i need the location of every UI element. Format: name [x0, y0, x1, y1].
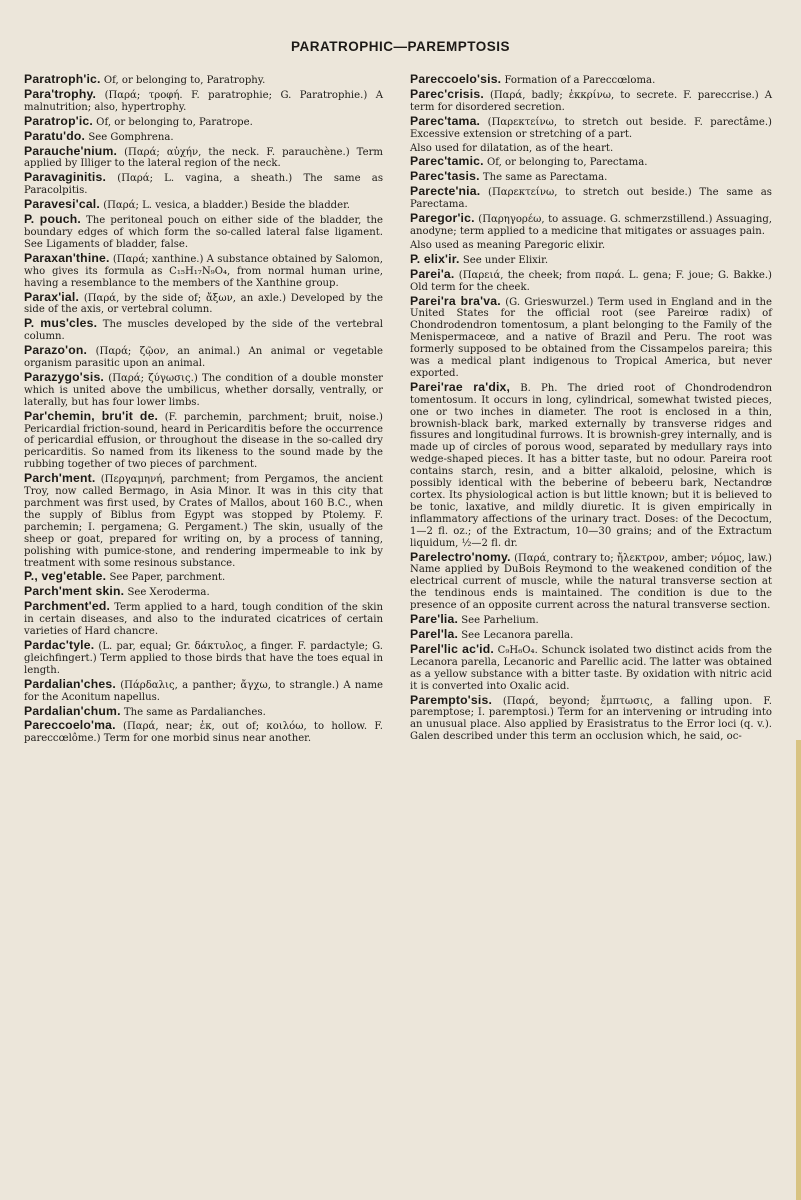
entry-headword: P. pouch.	[24, 212, 81, 227]
entry-definition: Of, or belonging to, Parectama.	[483, 157, 648, 169]
entry-headword: P., veg'etable.	[24, 569, 107, 584]
entry-headword: Parecte'nia.	[410, 184, 481, 199]
entry-definition: (Παρηγορέω, to assuage. G. schmerzstillend.) Assuaging, anodyne; term applied to a medicine that mitigates or assuages pain.	[410, 214, 772, 237]
dictionary-entry	[24, 289, 383, 317]
entry-definition: Formation of a Pareccœloma.	[501, 75, 656, 86]
entry-definition: (Παρειά, the cheek; from παρά. L. gena; F. joue; G. Bakke.) Old term for the cheek.	[410, 269, 772, 293]
entry-headword: Parazygo'sis.	[24, 369, 105, 384]
entry-definition: (Παρεκτείνω, to stretch out beside.) The same as Parectama.	[410, 187, 772, 211]
entry-definition: (Παρά; xanthine.) A substance obtained by Salomon, who gives its formula as C₁₅H₁₇N₉O₄, from normal human urine, having a resemblance to the members of the Xanthine group.	[24, 253, 383, 289]
entry-headword: Parempto'sis.	[410, 692, 493, 707]
dictionary-entry	[410, 113, 772, 141]
page-edge-stain	[796, 740, 801, 1200]
entry-definition: (F. parchemin, parchment; bruit, noise.) Pericardial friction-sound, heard in Pericarditis before the occurrence of pericardial effusion, or throughout the disease in the so-called dry pericarditis. So named from its likeness to the sound made by the rubbing together of two pieces of parchment.	[24, 411, 383, 471]
dictionary-entry	[24, 172, 383, 197]
dictionary-entry	[410, 614, 772, 627]
entry-definition: (G. Grieswurzel.) Term used in England and in the United States for the official root (see Pareirœ radix) of Chondrodendron tomentosum, a plant belonging to the Family of the Menispermaceœ, and a native of Brazil and Peru. The root was formerly supposed to be obtained from the Cissampelos pareira; this was a medical plant indigenous to Tropical America, but never exported.	[410, 296, 772, 379]
dictionary-entry	[24, 74, 383, 87]
entry-headword: Paregor'ic.	[410, 211, 475, 226]
entry-definition: B. Ph. The dried root of Chondrodendron tomentosum. It occurs in long, cylindrical, somewhat twisted pieces, one or two inches in diameter. The root is enclosed in a thin, brownish-black bark, marked externally by transverse ridges and fissures and longitudinal furrows. It is brownish-grey internally, and is made up of circles of porous wood, separated by medullary rays into wedge-shaped pieces. It has a bitter taste, but no odour. Pareira root contains starch, resin, and a bitter alkaloid, pelosine, which is possibly identical with the beberine of bebeeru bark, Nectandrœ cortex. Its physiological action is but little known; but it is believed to be tonic, laxative, and mildly diuretic. It is given empirically in inflammatory affections of the urinary tract. Doses: of the Decoctum, 1—2 fl. oz.; of the Extractum, 10—30 grains; and of the Extractum liquidum, ½—2 fl. dr.	[410, 382, 772, 549]
entry-headword: Parel'la.	[410, 626, 459, 641]
entry-headword: Parec'crisis.	[410, 86, 484, 101]
entry-headword: Paratu'do.	[24, 128, 86, 143]
dictionary-entry	[410, 156, 772, 169]
entry-headword: Parec'tamic.	[410, 154, 484, 169]
dictionary-entry	[24, 676, 383, 704]
dictionary-entry	[24, 318, 383, 343]
dictionary-entry	[24, 86, 383, 114]
dictionary-entry	[24, 250, 383, 290]
entry-headword: P. elix'ir.	[410, 251, 460, 266]
dictionary-entry	[410, 143, 772, 155]
dictionary-entry	[410, 171, 772, 184]
dictionary-entry	[410, 549, 772, 613]
entry-definition: See Xeroderma.	[124, 587, 210, 599]
entry-definition: (Παρά, contrary to; ἤλεκτρον, amber; νόμος, law.) Name applied by DuBois Reymond to the weakened condition of the electrical current of muscle, while the natural transverse section at the tendinous ends is maintained. The condition is due to the presence of an opposite current across the natural transverse section.	[410, 552, 772, 612]
entry-definition: (Περγαμηνή, parchment; from Pergamos, the ancient Troy, now called Bermago, in Asia Minor. It was in this city that parchment was first used, by Crates of Mallos, about 160 B.C., when the supply of Biblus from Egypt was stopped by Ptolemy. F. parchemin; I. pergamena; G. Pergament.) The skin, usually of the sheep or goat, prepared for writing on, by a process of tanning, polishing with pumice-stone, and rendering impermeable to ink by treatment with some resinous substance.	[24, 474, 383, 569]
dictionary-entry	[410, 240, 772, 252]
entry-headword: Paravesi'cal.	[24, 197, 100, 212]
entry-headword: Para'trophy.	[24, 86, 97, 101]
entry-definition: (Παρεκτείνω, to stretch out beside. F. parectâme.) Excessive extension or stretching of a part.	[410, 116, 772, 140]
dictionary-entry	[410, 266, 772, 294]
entry-definition: See Paper, parchment.	[106, 572, 226, 584]
entry-headword: Parec'tama.	[410, 113, 481, 128]
dictionary-entry	[410, 251, 772, 267]
dictionary-entry	[24, 143, 383, 171]
entry-definition: (Παρά; αὐχήν, the neck. F. parauchène.) Term applied by Illiger to the lateral region of the neck.	[24, 146, 383, 170]
dictionary-entry	[24, 720, 383, 745]
dictionary-entry	[24, 214, 383, 251]
dictionary-entry	[24, 571, 383, 584]
entry-headword: Parchment'ed.	[24, 599, 111, 614]
entry-headword: Paratroph'ic.	[24, 72, 101, 86]
entry-definition: (Παρά; ζῷον, an animal.) An animal or vegetable organism parasitic upon an animal.	[24, 346, 383, 370]
dictionary-entry	[410, 641, 772, 693]
page-header: PARATROPHIC—PAREMPTOSIS	[290, 39, 511, 54]
entry-headword: Parei'rae ra'dix,	[410, 379, 511, 394]
entry-definition: The same as Parectama.	[479, 172, 608, 184]
dictionary-entry	[410, 186, 772, 211]
dictionary-entry	[24, 586, 383, 599]
entry-headword: Paraxan'thine.	[24, 250, 110, 265]
entry-definition: (Παρά; τροφή. F. paratrophie; G. Paratrophie.) A malnutrition; also, hypertrophy.	[24, 89, 383, 113]
dictionary-entry	[24, 113, 383, 129]
entry-definition: See under Elixir.	[459, 254, 549, 266]
entry-headword: Parch'ment skin.	[24, 584, 125, 599]
entry-headword: Parei'ra bra'va.	[410, 293, 501, 308]
entry-definition: See Lecanora parella.	[458, 629, 574, 641]
entry-headword: Pardalian'ches.	[24, 676, 116, 691]
entry-headword: Parauche'nium.	[24, 143, 118, 158]
entry-headword: Pareccoelo'sis.	[410, 72, 502, 86]
dictionary-entry	[410, 626, 772, 642]
entry-headword: Par'chemin, bru'it de.	[24, 408, 159, 423]
entry-headword: Parec'tasis.	[410, 169, 480, 184]
dictionary-entry	[24, 703, 383, 719]
dictionary-entry	[24, 369, 383, 409]
entry-definition: (Παρά, beyond; ἔμπτωσις, a falling upon. F. paremptose; I. paremptosi.) Term for an intervening or intruding into an unusual place. Also applied by Erasistratus to the Error loci (q. v.). Galen described under this term an occlusion which, he said, oc-	[410, 695, 772, 743]
entry-definition: (Παρά; L. vesica, a bladder.) Beside the bladder.	[99, 200, 351, 212]
entry-headword: Parax'ial.	[24, 289, 80, 304]
entry-headword: Paratrop'ic.	[24, 113, 93, 128]
entry-headword: Paravaginitis.	[24, 170, 107, 185]
dictionary-entry	[410, 379, 772, 550]
entry-definition: (L. par, equal; Gr. δάκτυλος, a finger. F. pardactyle; G. gleichfingert.) Term applied to those birds that have the toes equal in length.	[24, 640, 383, 676]
dictionary-entry	[410, 74, 772, 87]
entry-definition: (Παρά; ζύγωσις.) The condition of a double monster which is united above the umbilicus, whether dorsally, ventrally, or laterally, but has four lower limbs.	[24, 372, 383, 408]
entry-definition: See Parhelium.	[458, 615, 539, 627]
entry-headword: Parch'ment.	[24, 471, 96, 486]
dictionary-entry	[24, 473, 383, 569]
dictionary-entry	[410, 213, 772, 238]
entry-definition: (Παρά, near; ἐκ, out of; κοιλόω, to hollow. F. pareccœlôme.) Term for one morbid sinus near another.	[24, 721, 383, 745]
entry-definition: Also used for dilatation, as of the heart.	[410, 142, 614, 154]
entry-definition: (Παρά, badly; ἐκκρίνω, to secrete. F. pareccrise.) A term for disordered secretion.	[410, 89, 772, 113]
entry-definition: (Παρά; L. vagina, a sheath.) The same as Paracolpitis.	[24, 173, 383, 197]
entry-definition: C₉H₆O₄. Schunck isolated two distinct acids from the Lecanora parella, Lecanoric and Parellic acid. The latter was obtained as a yellow substance with a bitter taste. By oxidation with nitric acid it is converted into Oxalic acid.	[410, 644, 772, 692]
dictionary-entry	[24, 345, 383, 370]
left-column	[24, 74, 383, 747]
dictionary-entry	[24, 637, 383, 677]
entry-headword: Pardalian'chum.	[24, 703, 121, 718]
entry-definition: The muscles developed by the side of the vertebral column.	[24, 319, 383, 343]
entry-definition: (Παρά, by the side of; ἄξων, an axle.) Developed by the side of the axis, or vertebral column.	[24, 292, 383, 316]
dictionary-entry	[410, 293, 772, 380]
dictionary-entry	[410, 86, 772, 114]
dictionary-entry	[24, 408, 383, 472]
entry-headword: Parelectro'nomy.	[410, 549, 511, 564]
entry-headword: Parei'a.	[410, 266, 455, 281]
entry-headword: Parazo'on.	[24, 343, 88, 358]
entry-definition: Of, or belonging to, Paratrophy.	[100, 75, 266, 86]
entry-definition: Also used as meaning Paregoric elixir.	[410, 239, 606, 251]
entry-definition: Of, or belonging to, Paratrope.	[92, 116, 253, 128]
dictionary-entry	[410, 692, 772, 744]
entry-headword: Pare'lia.	[410, 612, 459, 627]
entry-headword: P. mus'cles.	[24, 316, 98, 331]
right-column	[410, 74, 772, 745]
entry-definition: The same as Pardalianches.	[120, 706, 266, 718]
dictionary-entry	[24, 601, 383, 638]
dictionary-entry	[24, 199, 383, 212]
dictionary-entry	[24, 128, 383, 144]
entry-headword: Pareccoelo'ma.	[24, 718, 116, 733]
entry-definition: (Πάρδαλις, a panther; ἄγχω, to strangle.) A name for the Aconitum napellus.	[24, 679, 383, 703]
entry-headword: Pardac'tyle.	[24, 637, 95, 652]
entry-definition: Term applied to a hard, tough condition of the skin in certain diseases, and also to the indurated cicatrices of certain varieties of Hard chancre.	[24, 602, 383, 638]
entry-headword: Parel'lic ac'id.	[410, 641, 494, 656]
entry-definition: The peritoneal pouch on either side of the bladder, the boundary edges of which form the so-called lateral false ligament. See Ligaments of bladder, false.	[24, 215, 383, 250]
entry-definition: See Gomphrena.	[85, 131, 174, 143]
